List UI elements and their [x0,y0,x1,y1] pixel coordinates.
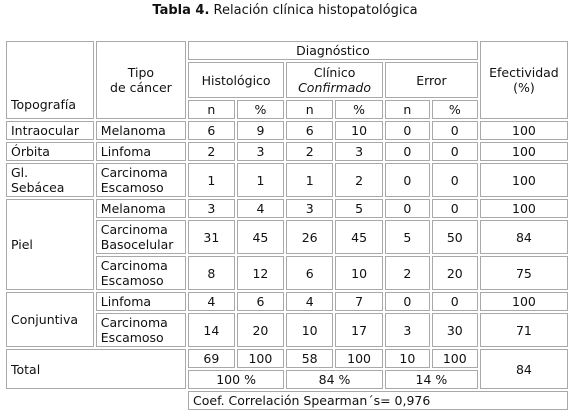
spearman-correlation: Coef. Correlación Spearman´s= 0,976 [188,391,568,410]
row-tipo-line2: Escamoso [100,273,164,288]
row-clinico-pct: 10 [335,121,383,140]
row-error-pct: 20 [432,256,478,290]
row-histologico-pct: 20 [237,313,284,347]
caption-text: Relación clínica histopatológica [209,3,418,18]
row-error-pct: 50 [432,220,478,254]
total-error-n: 10 [385,349,430,368]
row-histologico-pct: 12 [237,256,284,290]
row-error-n: 2 [385,256,430,290]
header-efectividad-line1: Efectividad [489,65,559,80]
table-row [6,199,568,218]
row-tipo-line2: Basocelular [100,237,174,252]
table-row [6,121,568,140]
row-histologico-n: 2 [188,142,235,161]
row-clinico-pct: 17 [335,313,383,347]
row-error-n: 0 [385,292,430,311]
total-clinico-percent: 84 % [286,370,383,389]
row-clinico-n: 2 [286,142,333,161]
header-diagnostico: Diagnóstico [188,41,478,60]
clinical-histopathology-table [4,39,570,412]
row-topografia [6,163,94,197]
header-efectividad [480,41,568,119]
row-error-pct: 0 [432,292,478,311]
row-topografia: Conjuntiva [6,292,94,347]
row-topografia: Piel [6,199,94,290]
row-topografia: Intraocular [6,121,94,140]
total-histologico-pct: 100 [237,349,284,368]
header-histologico-n: n [188,100,235,119]
row-histologico-n: 8 [188,256,235,290]
row-histologico-n: 1 [188,163,235,197]
row-topografia-line1: Gl. [11,165,29,180]
row-error-pct: 0 [432,142,478,161]
header-error-n: n [385,100,430,119]
row-tipo [96,313,186,347]
row-error-n: 3 [385,313,430,347]
row-error-n: 5 [385,220,430,254]
row-clinico-n: 4 [286,292,333,311]
header-tipo-line1: Tipo [127,65,155,80]
row-histologico-pct: 45 [237,220,284,254]
row-efectividad: 100 [480,163,568,197]
row-tipo-line1: Carcinoma [100,258,168,273]
header-efectividad-line2: (%) [513,80,535,95]
table-row [6,292,568,311]
header-tipo-line2: de cáncer [110,80,172,95]
row-tipo [96,256,186,290]
row-tipo: Linfoma [96,292,186,311]
row-efectividad: 75 [480,256,568,290]
header-row-1 [6,41,568,60]
row-efectividad: 84 [480,220,568,254]
row-error-n: 0 [385,199,430,218]
row-error-pct: 30 [432,313,478,347]
row-tipo: Melanoma [96,121,186,140]
row-tipo: Linfoma [96,142,186,161]
total-efectividad: 84 [480,349,568,389]
row-histologico-n: 14 [188,313,235,347]
row-efectividad: 71 [480,313,568,347]
row-error-pct: 0 [432,199,478,218]
row-clinico-pct: 5 [335,199,383,218]
row-tipo-line2: Escamoso [100,180,164,195]
table-row [6,163,568,197]
row-histologico-pct: 1 [237,163,284,197]
row-efectividad: 100 [480,199,568,218]
row-clinico-n: 10 [286,313,333,347]
row-histologico-n: 4 [188,292,235,311]
row-clinico-n: 1 [286,163,333,197]
header-clinico-line2: Confirmado [298,80,372,95]
total-clinico-n: 58 [286,349,333,368]
total-error-percent: 14 % [385,370,478,389]
row-clinico-n: 3 [286,199,333,218]
row-clinico-pct: 3 [335,142,383,161]
table-caption [0,2,570,20]
caption-prefix: Tabla 4. [152,3,210,18]
row-histologico-pct: 4 [237,199,284,218]
row-tipo-line2: Escamoso [100,330,164,345]
total-error-pct: 100 [432,349,478,368]
header-topografia: Topografía [6,41,94,119]
row-histologico-n: 6 [188,121,235,140]
row-tipo [96,163,186,197]
row-clinico-n: 6 [286,121,333,140]
row-tipo-line1: Carcinoma [100,222,168,237]
header-tipo [96,41,186,119]
row-error-n: 0 [385,142,430,161]
total-histologico-n: 69 [188,349,235,368]
row-clinico-pct: 7 [335,292,383,311]
total-clinico-pct: 100 [335,349,383,368]
row-efectividad: 100 [480,121,568,140]
row-tipo-line1: Carcinoma [100,165,168,180]
footer-row [6,391,568,410]
footer-spacer [6,391,186,410]
header-histologico: Histológico [188,62,284,98]
header-clinico [286,62,383,98]
row-clinico-pct: 45 [335,220,383,254]
row-topografia: Órbita [6,142,94,161]
table-row [6,142,568,161]
row-histologico-pct: 6 [237,292,284,311]
row-error-pct: 0 [432,163,478,197]
header-histologico-pct: % [237,100,284,119]
row-tipo [96,220,186,254]
row-clinico-pct: 10 [335,256,383,290]
row-tipo: Melanoma [96,199,186,218]
header-error: Error [385,62,478,98]
row-clinico-n: 6 [286,256,333,290]
total-label: Total [6,349,186,389]
total-row [6,349,568,368]
row-clinico-pct: 2 [335,163,383,197]
row-topografia-line2: Sebácea [11,180,65,195]
row-error-pct: 0 [432,121,478,140]
row-efectividad: 100 [480,292,568,311]
row-clinico-n: 26 [286,220,333,254]
row-error-n: 0 [385,121,430,140]
row-histologico-pct: 3 [237,142,284,161]
header-clinico-n: n [286,100,333,119]
row-error-n: 0 [385,163,430,197]
row-histologico-pct: 9 [237,121,284,140]
total-histologico-percent: 100 % [188,370,284,389]
header-error-pct: % [432,100,478,119]
header-clinico-pct: % [335,100,383,119]
row-histologico-n: 3 [188,199,235,218]
row-histologico-n: 31 [188,220,235,254]
row-efectividad: 100 [480,142,568,161]
header-clinico-line1: Clínico [313,65,356,80]
row-tipo-line1: Carcinoma [100,315,168,330]
